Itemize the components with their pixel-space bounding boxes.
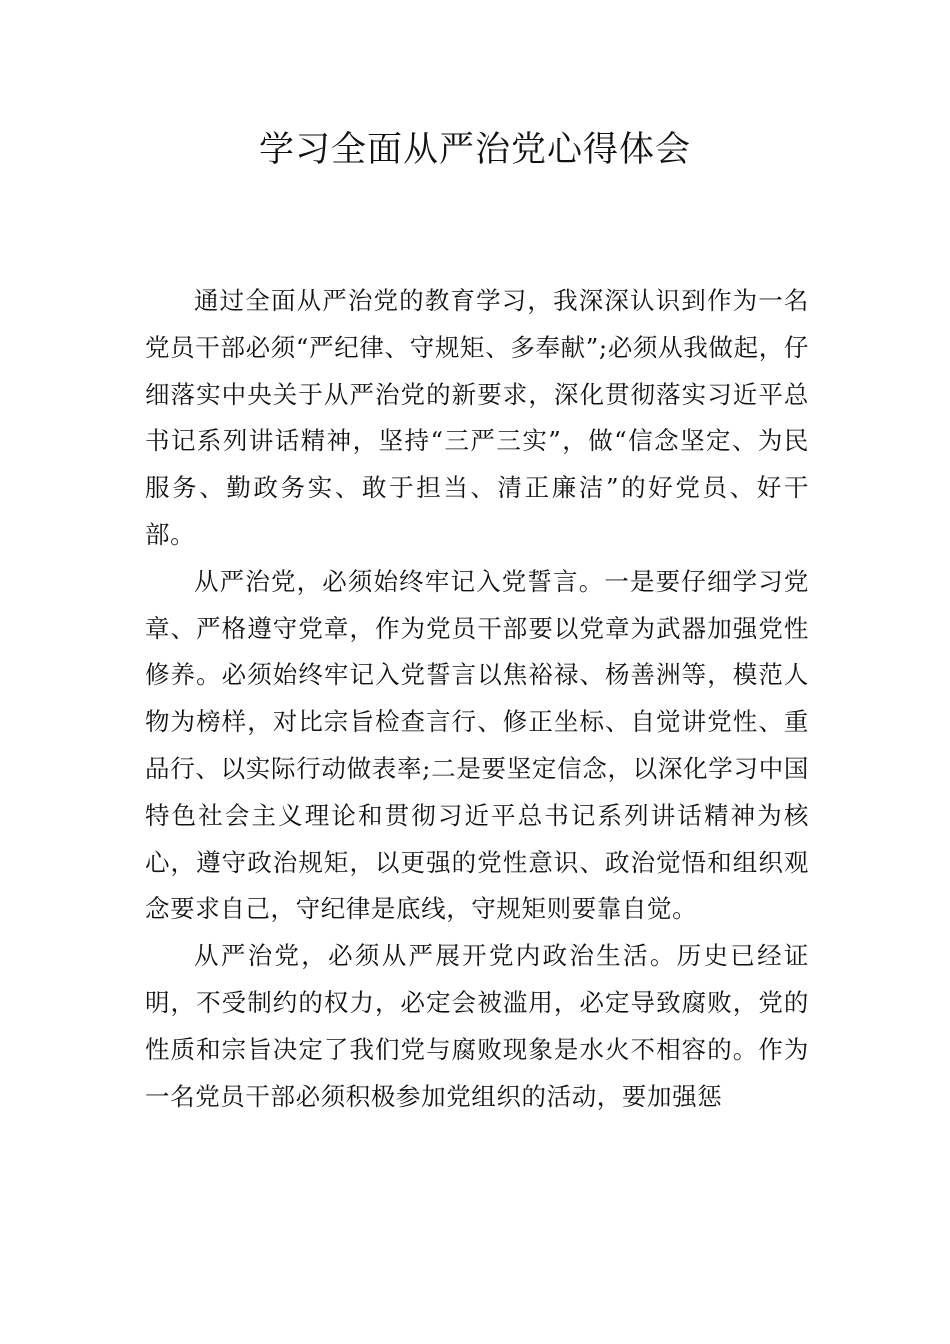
document-title: 学习全面从严治党心得体会: [258, 130, 691, 170]
paragraph-1: 通过全面从严治党的教育学习，我深深认识到作为一名党员干部必须“严纪律、守规矩、多奉献”;必须从我做起，仔细落实中央关于从严治党的新要求，深化贯彻落实习近平总书记系列讲话精神，坚持“三严三实”，做“信念坚定、为民服务、勤政务实、敢于担当、清正廉洁”的好党员、好干部。: [145, 286, 809, 549]
paragraph-2: 从严治党，必须始终牢记入党誓言。一是要仔细学习党章、严格遵守党章，作为党员干部要以党章为武器加强党性修养。必须始终牢记入党誓言以焦裕禄、杨善洲等，模范人物为榜样，对比宗旨检查言行、修正坐标、自觉讲党性、重品行、以实际行动做表率;二是要坚定信念，以深化学习中国特色社会主义理论和贯彻习近平总书记系列讲话精神为核心，遵守政治规矩，以更强的党性意识、政治觉悟和组织观念要求自己，守纪律是底线，守规矩则要靠自觉。: [145, 566, 809, 924]
paragraph-3: 从严治党，必须从严展开党内政治生活。历史已经证明，不受制约的权力，必定会被滥用，必定导致腐败，党的性质和宗旨决定了我们党与腐败现象是水火不相容的。作为一名党员干部必须积极参加党组织的活动，要加强惩: [145, 941, 809, 1111]
document-body: [145, 278, 809, 1120]
